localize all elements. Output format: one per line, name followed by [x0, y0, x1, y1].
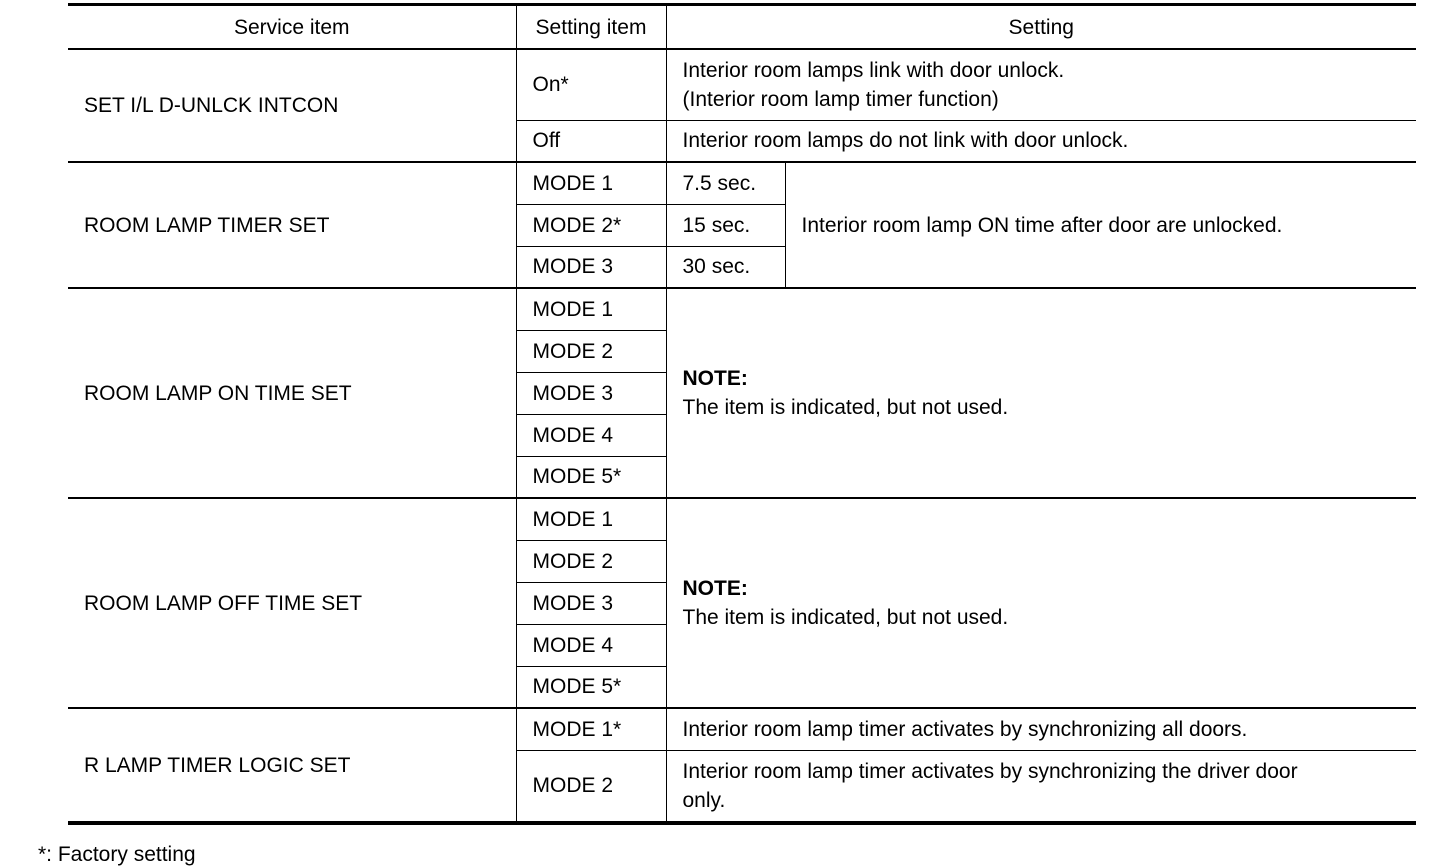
- setting-cell: [666, 49, 1416, 120]
- note-cell: [666, 498, 1416, 708]
- setting-item-cell: MODE 4: [516, 414, 666, 456]
- time-cell: 15 sec.: [666, 204, 785, 246]
- time-cell: 7.5 sec.: [666, 162, 785, 204]
- setting-item-cell: MODE 3: [516, 582, 666, 624]
- header-setting: Setting: [666, 5, 1416, 50]
- setting-line: Interior room lamps link with door unlock.: [682, 58, 1065, 82]
- setting-line: Interior room lamp timer activates by synchronizing the driver door: [682, 759, 1298, 783]
- setting-line: only.: [682, 788, 726, 812]
- setting-item-cell: MODE 3: [516, 372, 666, 414]
- setting-item-cell: MODE 4: [516, 624, 666, 666]
- note-title: NOTE:: [682, 577, 748, 600]
- setting-item-cell: MODE 2: [516, 330, 666, 372]
- setting-line: (Interior room lamp timer function): [682, 87, 999, 111]
- service-item-cell: SET I/L D-UNLCK INTCON: [68, 49, 516, 162]
- setting-item-cell: MODE 2: [516, 750, 666, 823]
- setting-item-cell: MODE 3: [516, 246, 666, 288]
- setting-item-cell: MODE 5*: [516, 666, 666, 708]
- table-row: [68, 49, 1416, 120]
- setting-item-cell: On*: [516, 49, 666, 120]
- service-item-cell: ROOM LAMP OFF TIME SET: [68, 498, 516, 708]
- setting-item-cell: MODE 5*: [516, 456, 666, 498]
- setting-item-cell: Off: [516, 120, 666, 162]
- header-row: [68, 5, 1416, 50]
- footnote: *: Factory setting: [38, 843, 196, 866]
- setting-cell: Interior room lamp timer activates by synchronizing all doors.: [666, 708, 1416, 750]
- note-text: The item is indicated, but not used.: [682, 606, 1009, 629]
- setting-description-cell: Interior room lamp ON time after door are unlocked.: [785, 162, 1416, 288]
- table-row: [68, 288, 1416, 330]
- time-cell: 30 sec.: [666, 246, 785, 288]
- note-title: NOTE:: [682, 367, 748, 390]
- setting-cell: Interior room lamps do not link with door unlock.: [666, 120, 1416, 162]
- setting-item-cell: MODE 1: [516, 288, 666, 330]
- note-text: The item is indicated, but not used.: [682, 396, 1009, 419]
- header-setting-item: Setting item: [516, 5, 666, 50]
- setting-item-cell: MODE 1: [516, 498, 666, 540]
- table-row: [68, 162, 1416, 204]
- service-item-cell: R LAMP TIMER LOGIC SET: [68, 708, 516, 823]
- setting-cell: [666, 750, 1416, 823]
- header-service-item: Service item: [68, 5, 516, 50]
- service-item-cell: ROOM LAMP TIMER SET: [68, 162, 516, 288]
- table-row: [68, 498, 1416, 540]
- setting-item-cell: MODE 2*: [516, 204, 666, 246]
- settings-table: [68, 3, 1416, 825]
- setting-item-cell: MODE 1*: [516, 708, 666, 750]
- service-item-cell: ROOM LAMP ON TIME SET: [68, 288, 516, 498]
- setting-item-cell: MODE 2: [516, 540, 666, 582]
- table-row: [68, 708, 1416, 750]
- note-cell: [666, 288, 1416, 498]
- setting-item-cell: MODE 1: [516, 162, 666, 204]
